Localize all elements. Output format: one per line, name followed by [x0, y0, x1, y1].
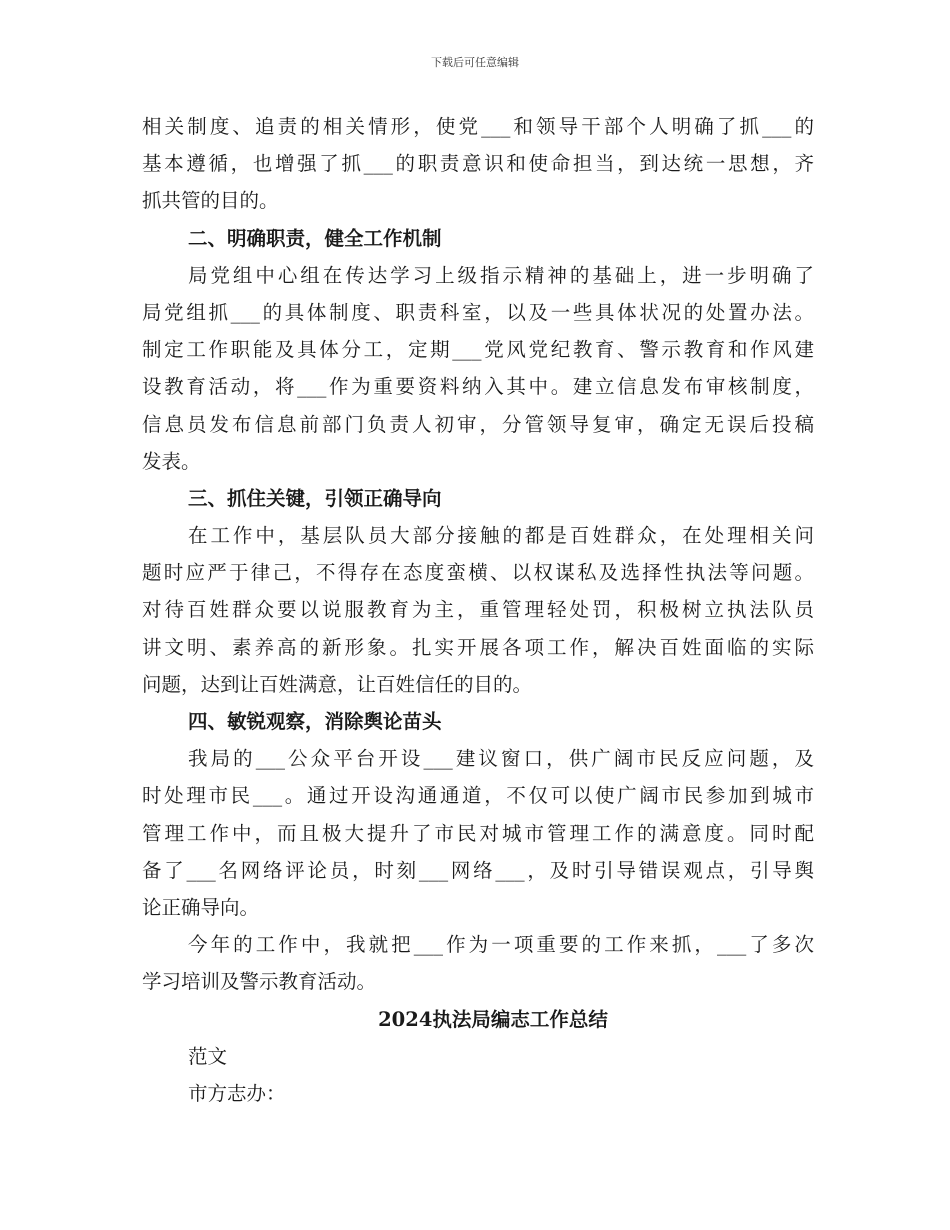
- paragraph-line: 学习培训及警示教育活动。: [142, 970, 377, 994]
- document-title: 2024执法局编志工作总结: [378, 1007, 608, 1031]
- paragraph-line: 抓共管的目的。: [142, 189, 279, 213]
- paragraph-line: 问题，达到让百姓满意，让百姓信任的目的。: [142, 672, 533, 696]
- paragraph-line: 基本遵循，也增强了抓___的职责意识和使命担当，到达统一思想，齐: [142, 152, 814, 176]
- salutation: 市方志办：: [188, 1081, 286, 1105]
- section-heading-4: 四、敏锐观察，消除舆论苗头: [188, 710, 442, 733]
- section-heading-3: 三、抓住关键，引领正确导向: [188, 486, 442, 510]
- paragraph-line: 信息员发布信息前部门负责人初审，分管领导复审，确定无误后投稿: [142, 412, 814, 436]
- paragraph-line: 管理工作中，而且极大提升了市民对城市管理工作的满意度。同时配: [142, 821, 814, 845]
- paragraph-line: 题时应严于律己，不得存在态度蛮横、以权谋私及选择性执法等问题。: [142, 561, 814, 585]
- paragraph-line: 制定工作职能及具体分工，定期___党风党纪教育、警示教育和作风建: [142, 338, 814, 362]
- paragraph-line: 相关制度、追责的相关情形，使党___和领导干部个人明确了抓___的: [142, 115, 814, 138]
- paragraph-line: 局党组中心组在传达学习上级指示精神的基础上，进一步明确了: [188, 263, 814, 287]
- page-header: 下载后可任意编辑: [431, 56, 519, 69]
- section-heading-2: 二、明确职责，健全工作机制: [188, 226, 442, 250]
- paragraph-line: 备了___名网络评论员，时刻___网络___，及时引导错误观点，引导舆: [142, 858, 814, 882]
- paragraph-line: 范文: [188, 1044, 228, 1068]
- paragraph-line: 讲文明、素养高的新形象。扎实开展各项工作，解决百姓面临的实际: [142, 635, 814, 659]
- paragraph-line: 时处理市民___。通过开设沟通通道，不仅可以使广阔市民参加到城市: [142, 784, 814, 808]
- paragraph-line: 今年的工作中，我就把___作为一项重要的工作来抓，___了多次: [188, 933, 814, 957]
- document-body: [142, 108, 814, 1112]
- paragraph-line: 局党组抓___的具体制度、职责科室，以及一些具体状况的处置办法。: [142, 300, 814, 324]
- paragraph-line: 在工作中，基层队员大部分接触的都是百姓群众，在处理相关问: [188, 524, 814, 548]
- paragraph-line: 我局的___公众平台开设___建议窗口，供广阔市民反应问题，及: [188, 747, 814, 771]
- paragraph-line: 对待百姓群众要以说服教育为主，重管理轻处罚，积极树立执法队员: [142, 598, 814, 622]
- paragraph-line: 论正确导向。: [142, 895, 260, 919]
- paragraph-line: 设教育活动，将___作为重要资料纳入其中。建立信息发布审核制度，: [142, 375, 814, 399]
- paragraph-line: 发表。: [142, 449, 201, 473]
